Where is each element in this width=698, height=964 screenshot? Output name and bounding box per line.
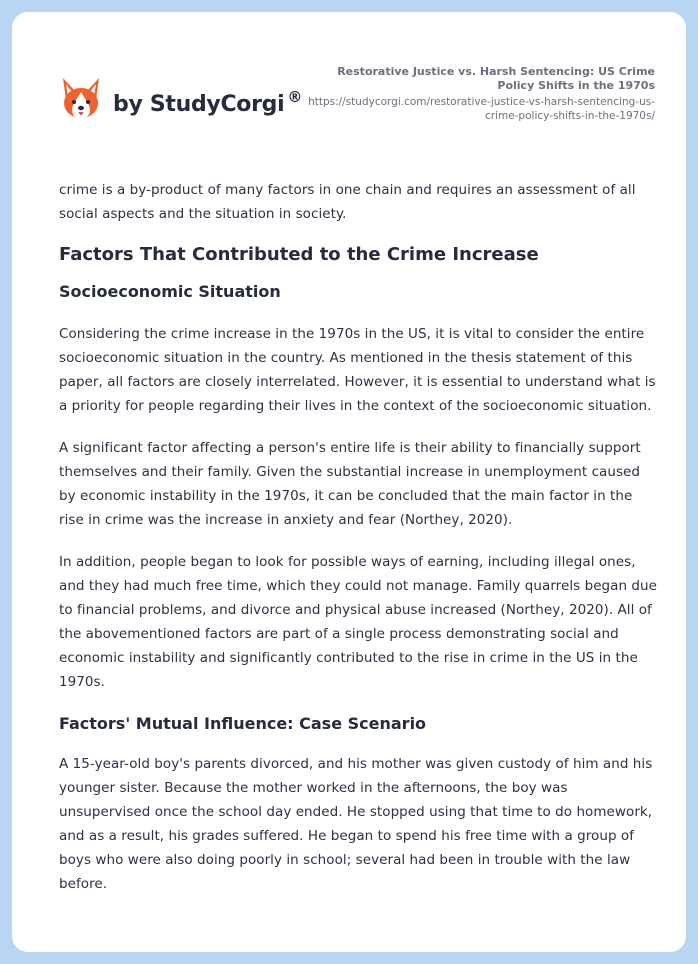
logo-text: by StudyCorgi [113, 91, 285, 117]
document-meta [305, 65, 655, 123]
paragraph: A 15-year-old boy's parents divorced, and his mother was given custody of him and his younger sister. Because the mother worked in the afternoons, the boy was unsupervised once the school day ended. He stopped using that time to do homework, and as a result, his grades suffered. He began to spend his free time with a group of boys who were also doing poorly in school; several had been in trouble with the law before. [59, 756, 653, 892]
studycorgi-logo[interactable] [60, 76, 302, 122]
paragraph: A significant factor affecting a person's entire life is their ability to financially support themselves and their family. Given the substantial increase in unemployment caused by economic instability in the 1970s, it can be concluded that the main factor in the rise in crime was the increase in anxiety and fear (Northey, 2020). [59, 440, 641, 528]
article-body [59, 178, 659, 914]
document-page [12, 12, 686, 952]
intro-paragraph: crime is a by-product of many factors in one chain and requires an assessment of all social aspects and the situation in society. [59, 182, 636, 222]
document-title: Restorative Justice vs. Harsh Sentencing: US Crime Policy Shifts in the 1970s [337, 65, 655, 92]
subsection-heading: Factors' Mutual Influence: Case Scenario [59, 714, 427, 733]
subsection-heading: Socioeconomic Situation [59, 282, 281, 301]
section-heading: Factors That Contributed to the Crime Increase [59, 244, 539, 265]
document-url[interactable]: https://studycorgi.com/restorative-justice-vs-harsh-sentencing-us-crime-policy-shifts-in-the-1970s/ [308, 96, 655, 122]
logo-wordmark [113, 88, 302, 117]
paragraph: In addition, people began to look for possible ways of earning, including illegal ones, and they had much free time, which they could not manage. Family quarrels began due to financial problems, and divorce and physical abuse increased (Northey, 2020). All of the abovementioned factors are part of a single process demonstrating social and economic instability and significantly contributed to the rise in crime in the US in the 1970s. [59, 554, 658, 690]
paragraph: Considering the crime increase in the 1970s in the US, it is vital to consider the entire socioeconomic situation in the country. As mentioned in the thesis statement of this paper, all factors are closely interrelated. However, it is essential to understand what is a priority for people regarding their lives in the context of the socioeconomic situation. [59, 326, 656, 414]
corgi-icon [60, 76, 102, 122]
page-header [12, 12, 686, 152]
registered-mark: ® [287, 87, 303, 106]
